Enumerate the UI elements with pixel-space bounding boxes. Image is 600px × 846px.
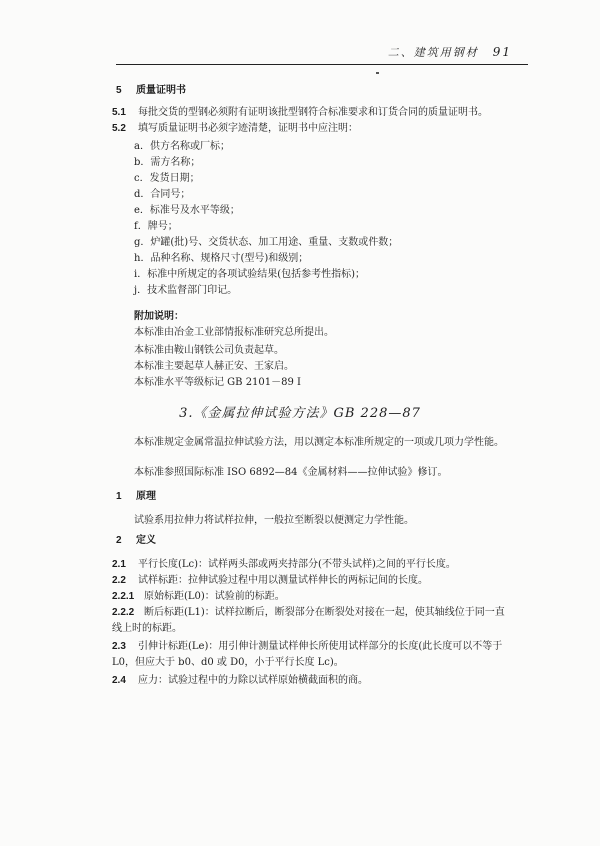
intro-paragraph: 本标准规定金属常温拉伸试验方法，用以测定本标准所规定的一项或几项力学性能。 bbox=[134, 437, 504, 448]
list-item: g．炉罐(批)号、交货状态、加工用途、重量、支数或件数； bbox=[134, 237, 399, 248]
list-item: a．供方名称或厂标； bbox=[134, 141, 230, 152]
def-2-3-cont: L0，但应大于 b0、d0 或 D0，小于平行长度 Lc)。 bbox=[112, 657, 344, 668]
definitions-heading: 2 定义 bbox=[116, 535, 156, 546]
def-2-2-2-cont: 线上时的标距。 bbox=[112, 623, 182, 634]
cert-heading: 5 质量证明书 bbox=[116, 85, 186, 96]
def-2-1: 2.1 平行长度(Lc)：试样两头部或两夹持部分(不带头试样)之间的平行长度。 bbox=[112, 559, 456, 570]
def-2-2-2: 2.2.2 断后标距(L1)：试样拉断后，断裂部分在断裂处对接在一起，使其轴线位于同一直 bbox=[112, 607, 505, 618]
principle-text: 试验系用拉伸力将试样拉伸，一般拉至断裂以便测定力学性能。 bbox=[134, 515, 414, 526]
list-item: i．标准中所规定的各项试验结果(包括参考性指标)； bbox=[134, 269, 366, 280]
notes-line: 本标准主要起草人赫正安、王家启。 bbox=[134, 361, 294, 372]
principle-heading: 1 原理 bbox=[116, 491, 156, 502]
def-2-3: 2.3 引伸计标距(Le)：用引伸计测量试样伸长所使用试样部分的长度(此长度可以不等于 bbox=[112, 641, 503, 652]
list-item: j．技术监督部门印记。 bbox=[134, 285, 238, 296]
notes-line: 本标准由冶金工业部情报标准研究总所提出。 bbox=[134, 327, 334, 338]
header-rule bbox=[116, 64, 528, 65]
def-2-2: 2.2 试样标距：拉伸试验过程中用以测量试样伸长的两标记间的长度。 bbox=[112, 575, 428, 586]
section-title: 二、建筑用钢材 bbox=[387, 46, 479, 59]
para-5-1: 5.1 每批交货的型钢必须附有证明该批型钢符合标准要求和订货合同的质量证明书。 bbox=[112, 107, 488, 118]
list-item: c．发货日期； bbox=[134, 173, 200, 184]
list-item: h．品种名称、规格尺寸(型号)和级别； bbox=[134, 253, 309, 264]
notes-line: 本标准由鞍山钢铁公司负责起草。 bbox=[134, 345, 284, 356]
notes-line: 本标准水平等级标记 GB 2101－89 I bbox=[134, 377, 301, 388]
list-item: f．牌号； bbox=[134, 221, 178, 232]
list-item: b．需方名称； bbox=[134, 157, 201, 168]
list-item: d．合同号； bbox=[134, 189, 191, 200]
intro-reference: 本标准参照国际标准 ISO 6892—84《金属材料——拉伸试验》修订。 bbox=[134, 467, 448, 478]
page-number: 91 bbox=[492, 45, 512, 59]
running-head bbox=[388, 44, 512, 60]
list-item: e．标准号及水平等级； bbox=[134, 205, 240, 216]
para-5-2: 5.2 填写质量证明书必须字迹清楚，证明书中应注明： bbox=[112, 123, 358, 134]
notes-heading: 附加说明： bbox=[134, 311, 184, 322]
standard-title: 3.《金属拉伸试验方法》GB 228—87 bbox=[179, 406, 421, 421]
scan-speck bbox=[376, 72, 379, 74]
def-2-4: 2.4 应力：试验过程中的力除以试样原始横截面积的商。 bbox=[112, 675, 368, 686]
def-2-2-1: 2.2.1 原始标距(L0)：试验前的标距。 bbox=[112, 591, 285, 602]
